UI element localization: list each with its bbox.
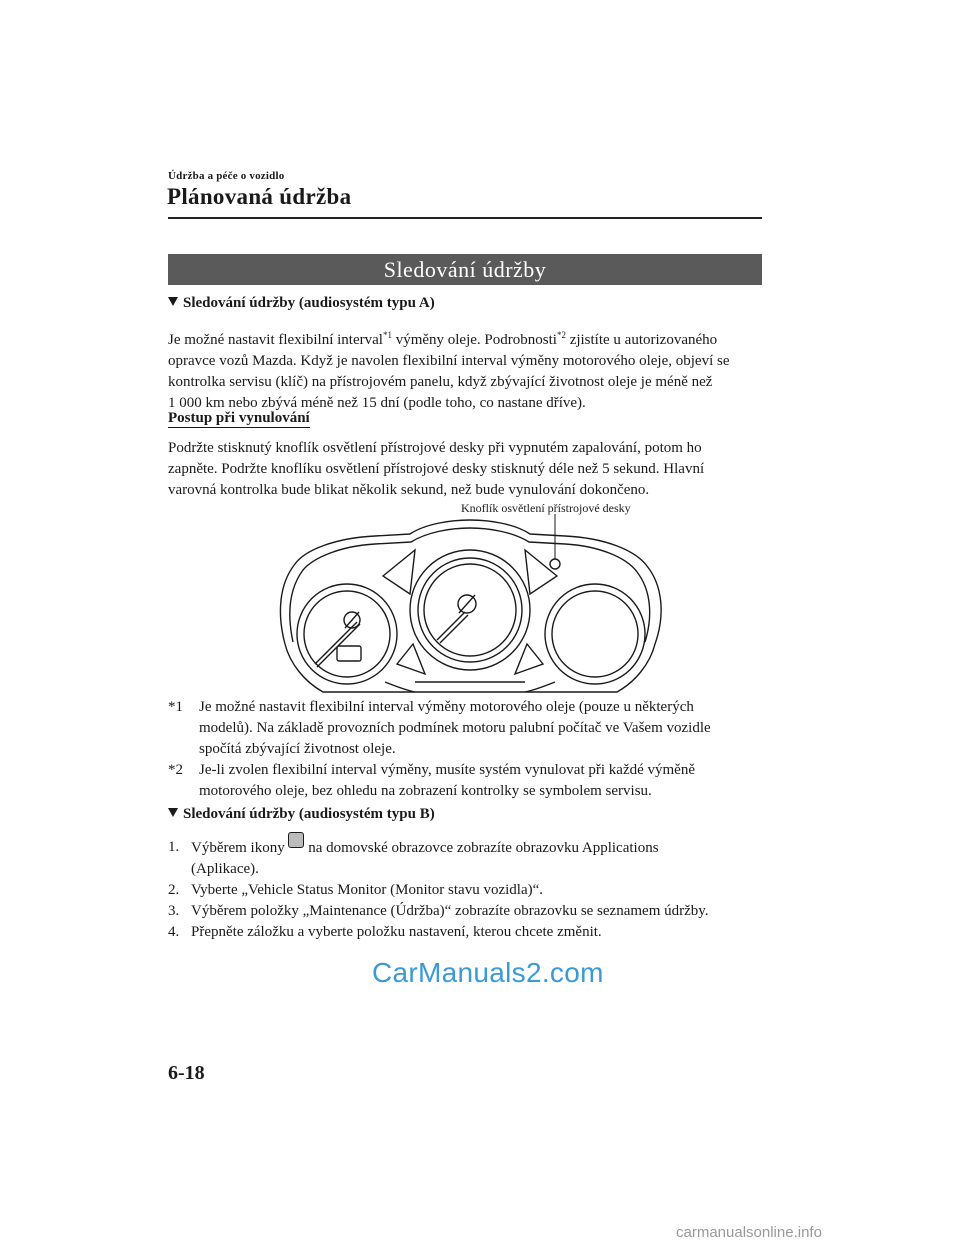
left-gauge — [297, 584, 397, 684]
footnotes — [168, 697, 768, 802]
para1-line: kontrolka servisu (klíč) na přístrojovém panelu, když zbývající životnost oleje je méně než — [168, 374, 713, 390]
reset-procedure-heading-text: Postup při vynulování — [168, 410, 310, 426]
cluster-housing — [280, 520, 661, 692]
footnote-mark: *1 — [168, 699, 183, 715]
reset-procedure-heading — [168, 410, 310, 427]
para1-text: zjistíte u autorizovaného — [565, 332, 718, 348]
list-item — [168, 922, 768, 943]
watermark-link[interactable]: CarManuals2.com — [372, 957, 604, 988]
subsection-heading-b — [168, 806, 435, 823]
footnote-line: modelů). Na základě provozních podmínek motoru palubní počítač ve Vašem vozidle — [199, 720, 711, 736]
steps-list — [168, 837, 768, 943]
step-number: 3. — [168, 903, 180, 919]
para1-line: 1 000 km nebo zbývá méně než 15 dní (podle toho, co nastane dříve). — [168, 395, 586, 411]
subsection-heading-b-text: Sledování údržby (audiosystém typu B) — [183, 806, 435, 822]
triangle-bullet-icon — [168, 808, 178, 817]
subsection-heading-a-text: Sledování údržby (audiosystém typu A) — [183, 295, 435, 311]
para2-line: zapněte. Podržte knoflíku osvětlení přístrojové desky stisknutý déle než 5 sekund. Hlavní — [168, 461, 705, 477]
illumination-knob — [550, 559, 560, 569]
instrument-cluster-illustration — [265, 514, 675, 704]
step-text: Vyberte „Vehicle Status Monitor (Monitor stavu vozidla)“. — [191, 882, 544, 898]
para2-line: varovná kontrolka bude blikat několik sekund, než bude vynulování dokončeno. — [168, 482, 650, 498]
intro-paragraph — [168, 325, 768, 414]
footnote-ref-1[interactable]: *1 — [382, 330, 392, 340]
subsection-heading-a — [168, 295, 435, 312]
footnote-2 — [168, 760, 768, 802]
para1-text: výměny oleje. Podrobnosti — [391, 332, 557, 348]
list-item — [168, 837, 768, 880]
header-rule — [168, 217, 762, 219]
para1-line: opravce vozů Mazda. Když je navolen flexibilní interval výměny motorového oleje, objeví se — [168, 353, 730, 369]
step-number: 4. — [168, 924, 180, 940]
footer-site-link[interactable]: carmanualsonline.info — [676, 1224, 822, 1241]
list-item — [168, 901, 768, 922]
section-banner: Sledování údržby — [168, 254, 762, 285]
para1-text: Je možné nastavit flexibilní interval — [168, 332, 383, 348]
step-text: na domovské obrazovce zobrazíte obrazovku Applications — [304, 840, 659, 856]
footnote-line: Je-li zvolen flexibilní interval výměny, musíte systém vynulovat při každé výměně — [199, 762, 695, 778]
step-text: Výběrem položky „Maintenance (Údržba)“ zobrazíte obrazovku se seznamem údržby. — [191, 903, 709, 919]
reset-paragraph — [168, 438, 768, 501]
applications-icon — [288, 832, 304, 848]
list-item — [168, 880, 768, 901]
footnote-1 — [168, 697, 768, 760]
step-text-cont: (Aplikace). — [191, 861, 259, 877]
step-number: 1. — [168, 839, 180, 855]
footnote-line: Je možné nastavit flexibilní interval výměny motorového oleje (pouze u některých — [199, 699, 694, 715]
step-text: Výběrem ikony — [191, 840, 289, 856]
footnote-ref-2[interactable]: *2 — [556, 330, 566, 340]
footnote-mark: *2 — [168, 762, 183, 778]
footnote-line: motorového oleje, bez ohledu na zobrazení kontrolky se symbolem servisu. — [199, 783, 652, 799]
figure-caption: Knoflík osvětlení přístrojové desky — [461, 501, 631, 515]
footnote-line: spočítá zbývající životnost oleje. — [199, 741, 396, 757]
page-number: 6-18 — [168, 1062, 205, 1084]
chapter-header: Údržba a péče o vozidlo — [168, 170, 285, 182]
center-gauge — [410, 550, 530, 670]
right-gauge — [545, 584, 645, 684]
step-number: 2. — [168, 882, 180, 898]
triangle-bullet-icon — [168, 297, 178, 306]
page-title: Plánovaná údržba — [167, 184, 352, 209]
step-text: Přepněte záložku a vyberte položku nastavení, kterou chcete změnit. — [191, 924, 602, 940]
para2-line: Podržte stisknutý knoflík osvětlení přístrojové desky při vypnutém zapalování, potom ho — [168, 440, 702, 456]
